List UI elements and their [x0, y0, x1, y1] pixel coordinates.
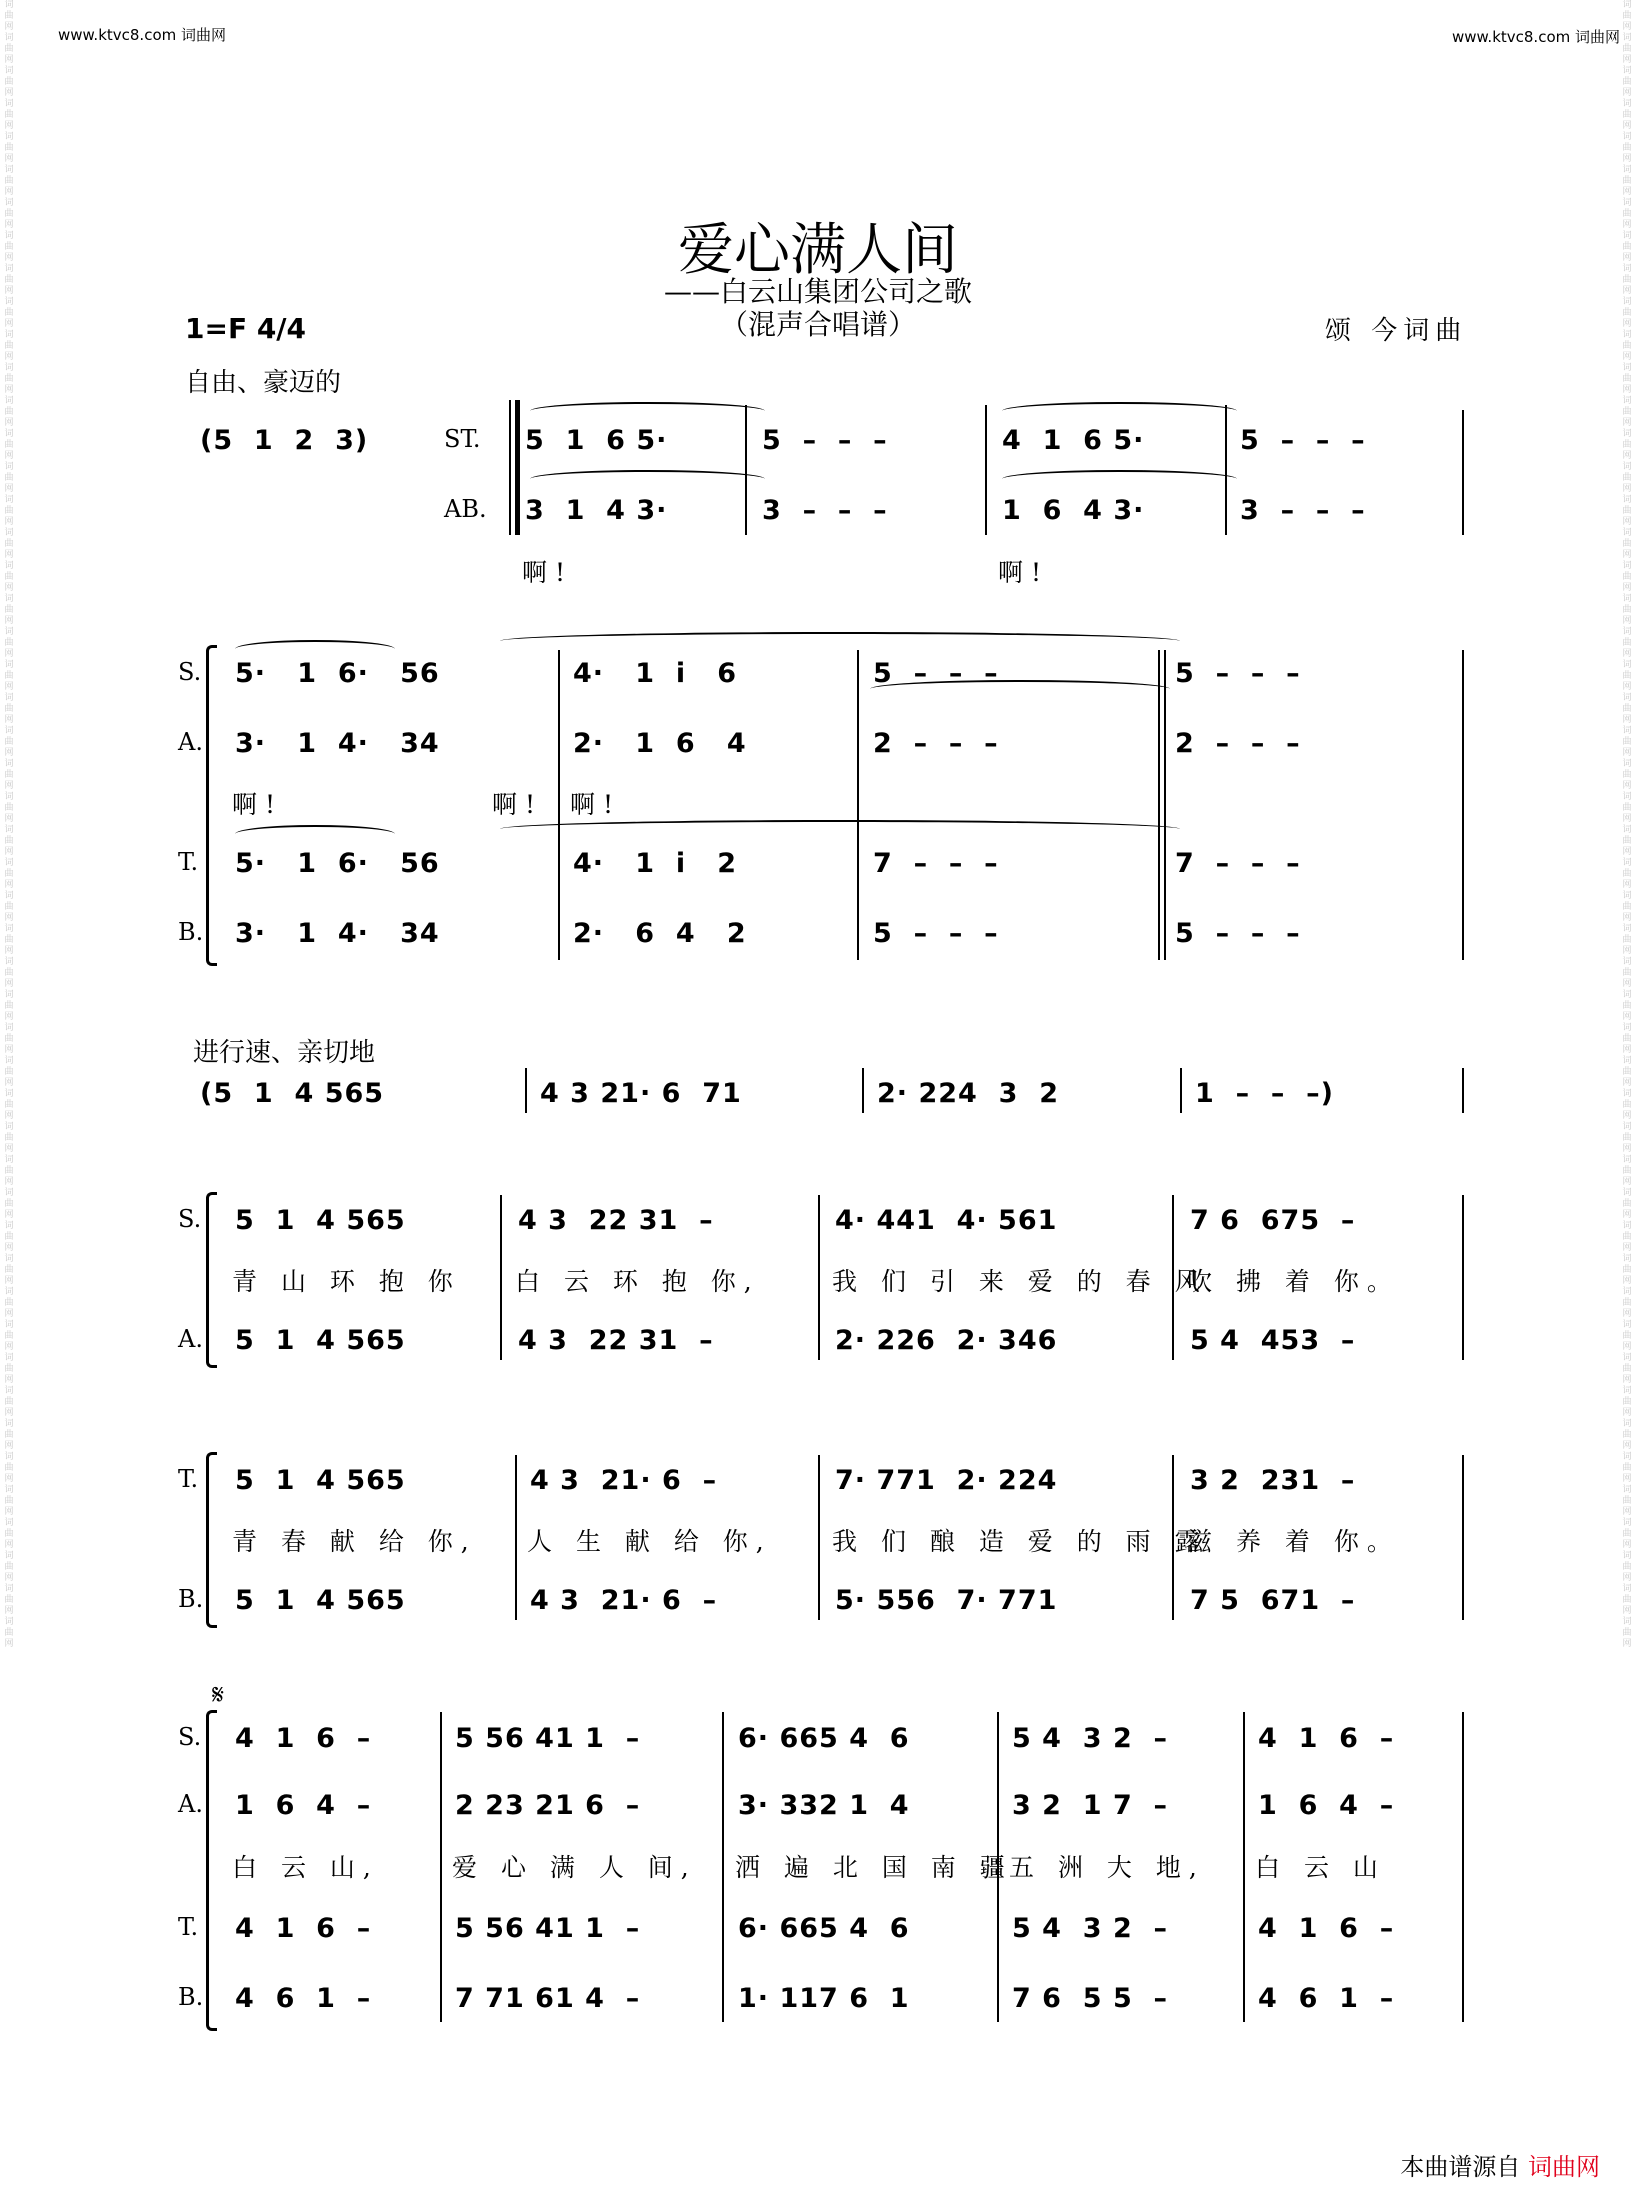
- lyric-line: 啊!: [998, 558, 1050, 587]
- barline: [985, 405, 987, 535]
- staff-label-s: S.: [178, 1723, 202, 1751]
- a-measure-1: 3· 1 4· 34: [235, 728, 440, 759]
- song-arrangement: （混声合唱谱）: [719, 308, 916, 341]
- s-measure-4: 7 6 675 –: [1190, 1205, 1356, 1236]
- t-measure-3: 7 – – –: [873, 848, 999, 879]
- barline: [1462, 1068, 1464, 1113]
- t-measure-4: 3 2 231 –: [1190, 1465, 1356, 1496]
- lyric-line: 啊!: [522, 558, 574, 587]
- interlude-measure-4: 1 – – –): [1195, 1078, 1335, 1109]
- staff-label-a: A.: [178, 1790, 203, 1818]
- staff-label-t: T.: [178, 1913, 199, 1941]
- t-measure-2: 4 3 21· 6 –: [530, 1465, 718, 1496]
- lyric-line: 滋 养 着 你。: [1187, 1527, 1400, 1556]
- header-left[interactable]: www.ktvc8.com 词曲网: [58, 26, 227, 44]
- barline-thick: [515, 400, 520, 535]
- t-measure-4: 5 4 3 2 –: [1012, 1913, 1169, 1944]
- a-measure-4: 5 4 453 –: [1190, 1325, 1356, 1356]
- s-measure-2: 5 56 41 1 –: [455, 1723, 641, 1754]
- slur: [1002, 470, 1237, 488]
- staff-label-b: B.: [178, 1585, 204, 1613]
- slur: [500, 632, 1180, 650]
- interlude-measure-3: 2· 224 3 2: [877, 1078, 1059, 1109]
- a-measure-3: 2· 226 2· 346: [835, 1325, 1058, 1356]
- b-measure-1: 5 1 4 565: [235, 1585, 406, 1616]
- st-measure-2: 5 – – –: [762, 425, 888, 456]
- b-measure-2: 2· 6 4 2: [573, 918, 747, 949]
- b-measure-2: 4 3 21· 6 –: [530, 1585, 718, 1616]
- footer-credit: [1400, 2147, 1600, 2182]
- slur: [500, 820, 1180, 838]
- slur: [530, 470, 765, 488]
- b-measure-2: 7 71 61 4 –: [455, 1983, 641, 2014]
- barline: [500, 1195, 502, 1360]
- a-measure-2: 2 23 21 6 –: [455, 1790, 641, 1821]
- s-measure-2: 4 3 22 31 –: [518, 1205, 714, 1236]
- tempo-marking-1: 自由、豪迈的: [185, 368, 342, 398]
- lyric-line: 我 们 引 来 爱 的 春 风: [832, 1267, 1208, 1296]
- a-measure-1: 5 1 4 565: [235, 1325, 406, 1356]
- key-signature: 1=F 4/4: [185, 312, 307, 345]
- b-measure-1: 3· 1 4· 34: [235, 918, 440, 949]
- barline: [818, 1455, 820, 1620]
- lyric-line: 我 们 酿 造 爱 的 雨 露: [832, 1527, 1208, 1556]
- lyric-line: 五 洲 大 地,: [1009, 1853, 1205, 1882]
- ab-measure-2: 3 – – –: [762, 495, 888, 526]
- t-measure-2: 5 56 41 1 –: [455, 1913, 641, 1944]
- s-measure-1: 5 1 4 565: [235, 1205, 406, 1236]
- barline: [818, 1195, 820, 1360]
- lyric-line: 人 生 献 给 你,: [527, 1527, 772, 1556]
- st-measure-3: 4 1 6 5·: [1002, 425, 1145, 456]
- barline: [509, 400, 511, 535]
- system-brace: [206, 1710, 217, 2031]
- staff-label-t: T.: [178, 1465, 199, 1493]
- t-measure-1: 5· 1 6· 56: [235, 848, 440, 879]
- watermark-right: 词曲网词曲网词曲网词曲网词曲网词曲网词曲网词曲网词曲网词曲网词曲网词曲网词曲网词曲网词曲网词曲网词曲网词曲网词曲网词曲网词曲网词曲网词曲网词曲网词曲网词曲网词曲网词曲网词曲网词曲网词曲网词曲网词曲网词曲网词曲网词曲网词曲网词曲网词曲网词曲网词曲网词曲网词曲网词曲网词曲网词曲网词曲网词曲网词曲网词曲网: [1622, 0, 1632, 1649]
- system-brace: [206, 1452, 217, 1628]
- t-measure-3: 6· 665 4 6: [738, 1913, 910, 1944]
- lyric-line: 爱 心 满 人 间,: [452, 1853, 697, 1882]
- lyric-line: 白 云 环 抱 你,: [515, 1267, 760, 1296]
- barline: [515, 1455, 517, 1620]
- interlude-measure-2: 4 3 21· 6 71: [540, 1078, 742, 1109]
- staff-label-s: S.: [178, 658, 202, 686]
- ab-measure-3: 1 6 4 3·: [1002, 495, 1145, 526]
- staff-label-st: ST.: [444, 425, 481, 453]
- staff-label-a: A.: [178, 1325, 203, 1353]
- footer-brand-link[interactable]: 词曲网: [1528, 2153, 1600, 2181]
- s-measure-3: 6· 665 4 6: [738, 1723, 910, 1754]
- footer-text: 本曲谱源自: [1400, 2153, 1521, 2181]
- lyric-line: 啊!: [570, 790, 622, 819]
- slur: [235, 825, 395, 843]
- b-measure-5: 4 6 1 –: [1258, 1983, 1395, 2014]
- barline: [1180, 1068, 1182, 1113]
- t-measure-4: 7 – – –: [1175, 848, 1301, 879]
- s-measure-1: 5· 1 6· 56: [235, 658, 440, 689]
- lyric-line: 啊!: [232, 790, 284, 819]
- a-measure-3: 3· 332 1 4: [738, 1790, 910, 1821]
- a-measure-4: 3 2 1 7 –: [1012, 1790, 1169, 1821]
- intro-notes: (5 1 2 3): [200, 425, 369, 456]
- tempo-marking-2: 进行速、亲切地: [193, 1038, 376, 1068]
- lyric-line: 青 山 环 抱 你: [232, 1267, 461, 1296]
- barline: [857, 650, 859, 960]
- t-measure-5: 4 1 6 –: [1258, 1913, 1395, 1944]
- b-measure-4: 7 6 5 5 –: [1012, 1983, 1169, 2014]
- barline: [745, 405, 747, 535]
- lyric-line: 啊!: [492, 790, 544, 819]
- b-measure-4: 5 – – –: [1175, 918, 1301, 949]
- barline: [1243, 1712, 1245, 2022]
- segno-icon: 𝄋: [212, 1678, 225, 1711]
- barline: [1462, 410, 1464, 535]
- st-measure-4: 5 – – –: [1240, 425, 1366, 456]
- lyric-line: 白 云 山,: [232, 1853, 379, 1882]
- s-measure-2: 4· 1 i 6: [573, 658, 738, 689]
- a-measure-2: 2· 1 6 4: [573, 728, 747, 759]
- ab-measure-1: 3 1 4 3·: [525, 495, 668, 526]
- barline: [440, 1712, 442, 2022]
- s-measure-3: 4· 441 4· 561: [835, 1205, 1058, 1236]
- composer-credit: 颂 今词曲: [1325, 316, 1468, 346]
- t-measure-1: 4 1 6 –: [235, 1913, 372, 1944]
- system-brace: [206, 1192, 217, 1368]
- b-measure-3: 5· 556 7· 771: [835, 1585, 1058, 1616]
- t-measure-2: 4· 1 i 2: [573, 848, 738, 879]
- barline: [1462, 1455, 1464, 1620]
- song-title: 爱心满人间: [678, 218, 958, 283]
- barline: [722, 1712, 724, 2022]
- s-measure-3: 5 – – –: [873, 658, 999, 689]
- staff-label-b: B.: [178, 1983, 204, 2011]
- header-right[interactable]: www.ktvc8.com 词曲网: [1452, 28, 1621, 46]
- watermark-left: 词曲网词曲网词曲网词曲网词曲网词曲网词曲网词曲网词曲网词曲网词曲网词曲网词曲网词曲网词曲网词曲网词曲网词曲网词曲网词曲网词曲网词曲网词曲网词曲网词曲网词曲网词曲网词曲网词曲网词曲网词曲网词曲网词曲网词曲网词曲网词曲网词曲网词曲网词曲网词曲网词曲网词曲网词曲网词曲网词曲网词曲网词曲网词曲网词曲网词曲网: [4, 0, 14, 1649]
- barline: [525, 1068, 527, 1113]
- b-measure-4: 7 5 671 –: [1190, 1585, 1356, 1616]
- lyric-line: 青 春 献 给 你,: [232, 1527, 477, 1556]
- a-measure-5: 1 6 4 –: [1258, 1790, 1395, 1821]
- s-measure-5: 4 1 6 –: [1258, 1723, 1395, 1754]
- b-measure-3: 5 – – –: [873, 918, 999, 949]
- barline: [558, 650, 560, 960]
- staff-label-ab: AB.: [444, 495, 487, 523]
- staff-label-t: T.: [178, 848, 199, 876]
- st-measure-1: 5 1 6 5·: [525, 425, 668, 456]
- barline: [1462, 650, 1464, 960]
- b-measure-1: 4 6 1 –: [235, 1983, 372, 2014]
- a-measure-4: 2 – – –: [1175, 728, 1301, 759]
- slur: [235, 640, 395, 658]
- s-measure-4: 5 4 3 2 –: [1012, 1723, 1169, 1754]
- ab-measure-4: 3 – – –: [1240, 495, 1366, 526]
- t-measure-3: 7· 771 2· 224: [835, 1465, 1058, 1496]
- barline: [1462, 1712, 1464, 2022]
- lyric-line: 白 云 山: [1255, 1853, 1386, 1882]
- s-measure-4: 5 – – –: [1175, 658, 1301, 689]
- a-measure-3: 2 – – –: [873, 728, 999, 759]
- staff-label-s: S.: [178, 1205, 202, 1233]
- slur: [1002, 402, 1237, 420]
- song-subtitle: ——白云山集团公司之歌: [663, 275, 972, 308]
- system-brace: [206, 645, 217, 966]
- barline: [862, 1068, 864, 1113]
- a-measure-1: 1 6 4 –: [235, 1790, 372, 1821]
- lyric-line: 吹 拂 着 你。: [1187, 1267, 1400, 1296]
- staff-label-a: A.: [178, 728, 203, 756]
- lyric-line: 洒 遍 北 国 南 疆: [735, 1853, 1013, 1882]
- t-measure-1: 5 1 4 565: [235, 1465, 406, 1496]
- s-measure-1: 4 1 6 –: [235, 1723, 372, 1754]
- barline: [1462, 1195, 1464, 1360]
- interlude-measure-1: (5 1 4 565: [200, 1078, 385, 1109]
- staff-label-b: B.: [178, 918, 204, 946]
- b-measure-3: 1· 117 6 1: [738, 1983, 910, 2014]
- a-measure-2: 4 3 22 31 –: [518, 1325, 714, 1356]
- slur: [530, 402, 765, 420]
- barline: [1225, 405, 1227, 535]
